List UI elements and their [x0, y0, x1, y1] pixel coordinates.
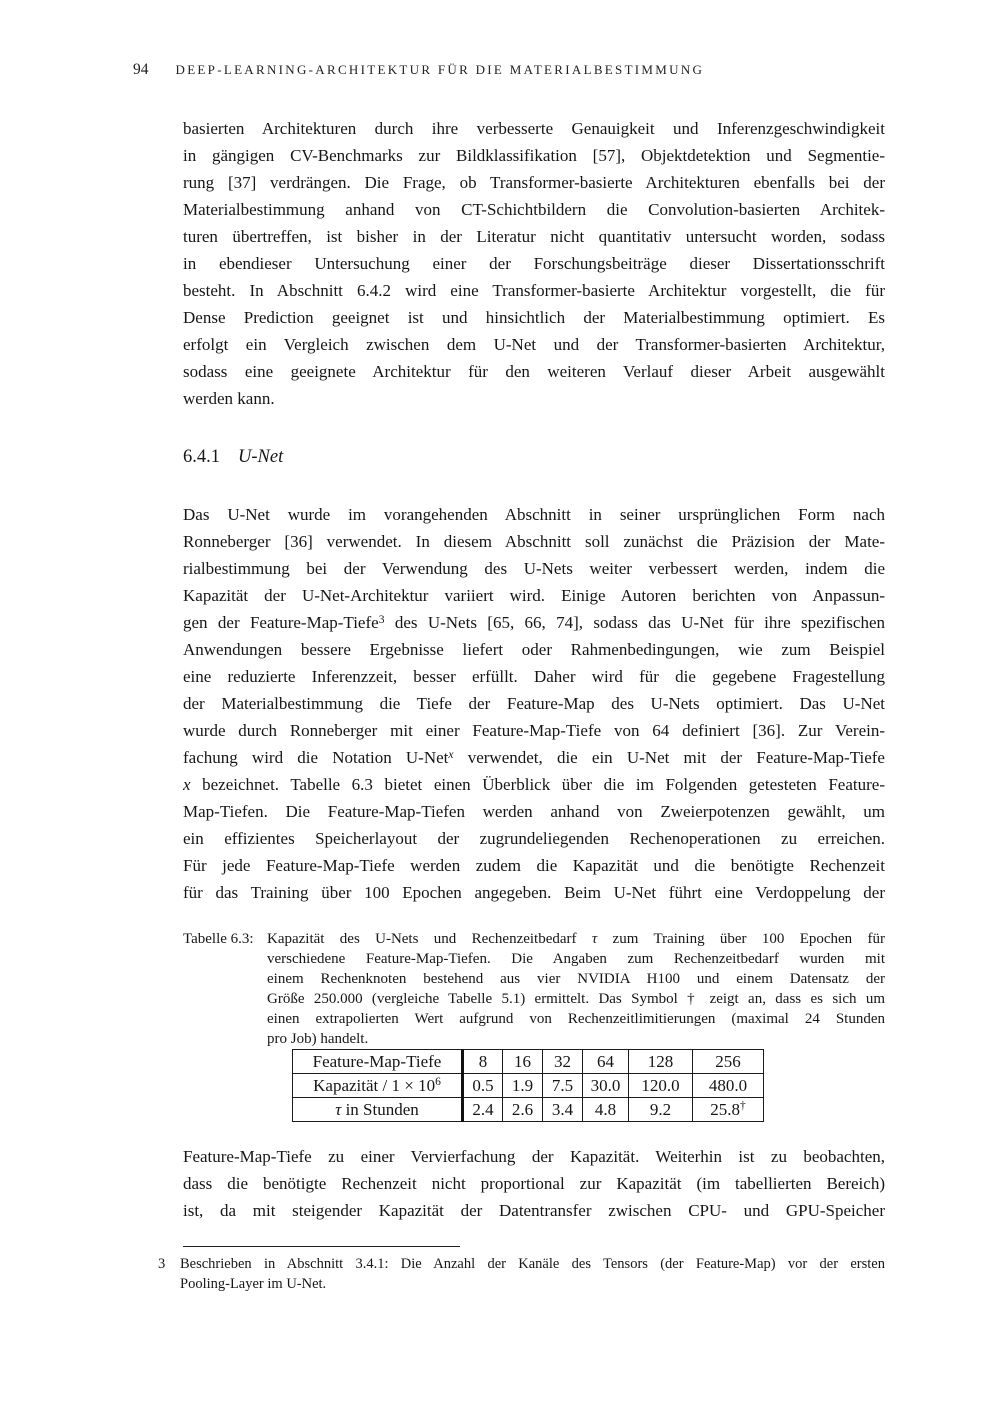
- body-line: ein effizientes Speicherlayout der zugrundeliegenden Rechenoperationen zu erreichen.: [183, 829, 885, 848]
- body-line: turen übertreffen, ist bisher in der Literatur nicht quantitativ untersucht worden, sodass: [183, 227, 885, 246]
- table-cell: 0.5: [463, 1074, 503, 1098]
- table-cell: 128: [629, 1050, 693, 1074]
- body-line: wurde durch Ronneberger mit einer Feature-Map-Tiefe von 64 definiert [36]. Zur Verein-: [183, 721, 885, 740]
- body-line: der Materialbestimmung die Tiefe der Feature-Map des U-Nets optimiert. Das U-Net: [183, 694, 885, 713]
- table-row-label: Kapazität / $1 \times 10^6$: [293, 1074, 463, 1098]
- body-line: Kapazität der U-Net-Architektur variiert wird. Einige Autoren berichten von Anpassun-: [183, 586, 885, 605]
- table-cell: 9.2: [629, 1098, 693, 1122]
- table-cell: 256: [693, 1050, 764, 1074]
- table-cell: 7.5: [543, 1074, 583, 1098]
- body-line: Dense Prediction geeignet ist und hinsichtlich der Materialbestimmung optimiert. Es: [183, 308, 885, 327]
- caption-line: einen extrapolierten Wert aufgrund von Rechenzeitlimitierungen (maximal 24 Stunden: [267, 1011, 885, 1027]
- paragraph-after-table: [183, 1143, 885, 1224]
- body-line: Das U-Net wurde im vorangehenden Abschnitt in seiner ursprünglichen Form nach: [183, 505, 885, 524]
- table-row: [293, 1098, 764, 1122]
- data-table: [292, 1049, 764, 1122]
- caption-text: [267, 929, 885, 1049]
- body-line: rung [37] verdrängen. Die Frage, ob Transformer-basierte Architekturen ebenfalls bei der: [183, 173, 885, 192]
- body-line: eine reduzierte Inferenzzeit, besser erfüllt. Daher wird für die gegebene Fragestellung: [183, 667, 885, 686]
- caption-line: pro Job) handelt.: [267, 1031, 369, 1047]
- table-row-label: Feature-Map-Tiefe: [293, 1050, 463, 1074]
- caption-line: Kapazität des U-Nets und Rechenzeitbedarf τ zum Training über 100 Epochen für: [267, 931, 885, 947]
- body-line: fachung wird die Notation U-Net$^x$ verwendet, die ein U-Net mit der Feature-Map-Tiefe: [183, 747, 885, 767]
- table-row: [293, 1050, 764, 1074]
- caption-line: einem Rechenknoten bestehend aus vier NVIDIA H100 und einem Datensatz der: [267, 971, 885, 987]
- body-line: ist, da mit steigender Kapazität der Datentransfer zwischen CPU- und GPU-Speicher: [183, 1201, 885, 1220]
- table-cell: 120.0: [629, 1074, 693, 1098]
- table-cell: 30.0: [583, 1074, 629, 1098]
- body-line: besteht. In Abschnitt 6.4.2 wird eine Transformer-basierte Architektur vorgestellt, die für: [183, 281, 885, 300]
- section-number: 6.4.1: [183, 447, 220, 467]
- section-title: U-Net: [238, 447, 284, 467]
- paragraph-intro: [183, 115, 885, 412]
- table-cell: 1.9: [503, 1074, 543, 1098]
- table-cell: 64: [583, 1050, 629, 1074]
- table-cell: 25.8†: [693, 1098, 764, 1122]
- table-cell: 480.0: [693, 1074, 764, 1098]
- table-cell: 16: [503, 1050, 543, 1074]
- table-caption: [183, 929, 885, 1049]
- body-line: für das Training über 100 Epochen angegeben. Beim U-Net führt eine Verdoppelung der: [183, 883, 885, 902]
- footnote-rule: [183, 1246, 460, 1247]
- table-cell: 2.6: [503, 1098, 543, 1122]
- body-line: in ebendieser Untersuchung einer der Forschungsbeiträge dieser Dissertationsschrift: [183, 254, 885, 273]
- body-line: Map-Tiefen. Die Feature-Map-Tiefen werden anhand von Zweierpotenzen gewählt, um: [183, 802, 885, 821]
- table-cell: 3.4: [543, 1098, 583, 1122]
- paragraph-unet: [183, 501, 885, 906]
- footnote-line: Beschrieben in Abschnitt 3.4.1: Die Anzahl der Kanäle des Tensors (der Feature-Map) vor der ersten: [180, 1256, 885, 1272]
- footnote-line: Pooling-Layer im U-Net.: [180, 1276, 327, 1292]
- table-row: [293, 1074, 764, 1098]
- caption-label: Tabelle 6.3:: [183, 931, 254, 947]
- table-cell: 32: [543, 1050, 583, 1074]
- caption-line: verschiedene Feature-Map-Tiefen. Die Angaben zum Rechenzeitbedarf wurden mit: [267, 951, 885, 967]
- body-line: x bezeichnet. Tabelle 6.3 bietet einen Überblick über die im Folgenden getesteten Feature-: [183, 775, 885, 794]
- page-header: [133, 61, 704, 79]
- body-line: rialbestimmung bei der Verwendung des U-Nets weiter verbessert werden, indem die: [183, 559, 885, 578]
- page-number: 94: [133, 61, 149, 78]
- body-line: erfolgt ein Vergleich zwischen dem U-Net und der Transformer-basierten Architektur,: [183, 335, 885, 354]
- table-row-label: τ in Stunden: [293, 1098, 463, 1122]
- caption-line: Größe 250.000 (vergleiche Tabelle 5.1) ermittelt. Das Symbol † zeigt an, dass es sich um: [267, 991, 885, 1007]
- table-cell: 2.4: [463, 1098, 503, 1122]
- body-line: werden kann.: [183, 389, 275, 408]
- body-line: Ronneberger [36] verwendet. In diesem Abschnitt soll zunächst die Präzision der Mate-: [183, 532, 885, 551]
- table-cell: 8: [463, 1050, 503, 1074]
- body-line: sodass eine geeignete Architektur für den weiteren Verlauf dieser Arbeit ausgewählt: [183, 362, 885, 381]
- body-line: in gängigen CV-Benchmarks zur Bildklassifikation [57], Objektdetektion und Segmentie-: [183, 146, 885, 165]
- body-line: Materialbestimmung anhand von CT-Schichtbildern die Convolution-basierten Architek-: [183, 200, 885, 219]
- section-heading: [183, 444, 283, 470]
- body-line: dass die benötigte Rechenzeit nicht proportional zur Kapazität (im tabellierten Bereich): [183, 1174, 885, 1193]
- body-line: Anwendungen bessere Ergebnisse liefert oder Rahmenbedingungen, wie zum Beispiel: [183, 640, 885, 659]
- table-cell: 4.8: [583, 1098, 629, 1122]
- body-line: Für jede Feature-Map-Tiefe werden zudem die Kapazität und die benötigte Rechenzeit: [183, 856, 885, 875]
- body-line: gen der Feature-Map-Tiefe$^3$ des U-Nets [65, 66, 74], sodass das U-Net für ihre spezifischen: [183, 612, 885, 632]
- running-head: DEEP-LEARNING-ARCHITEKTUR FÜR DIE MATERIALBESTIMMUNG: [175, 62, 705, 77]
- footnote: [158, 1254, 885, 1294]
- body-line: Feature-Map-Tiefe zu einer Vervierfachung der Kapazität. Weiterhin ist zu beobachten,: [183, 1147, 885, 1166]
- footnote-text: [180, 1254, 885, 1294]
- footnote-marker: 3: [158, 1256, 166, 1272]
- body-line: basierten Architekturen durch ihre verbesserte Genauigkeit und Inferenzgeschwindigkeit: [183, 119, 885, 138]
